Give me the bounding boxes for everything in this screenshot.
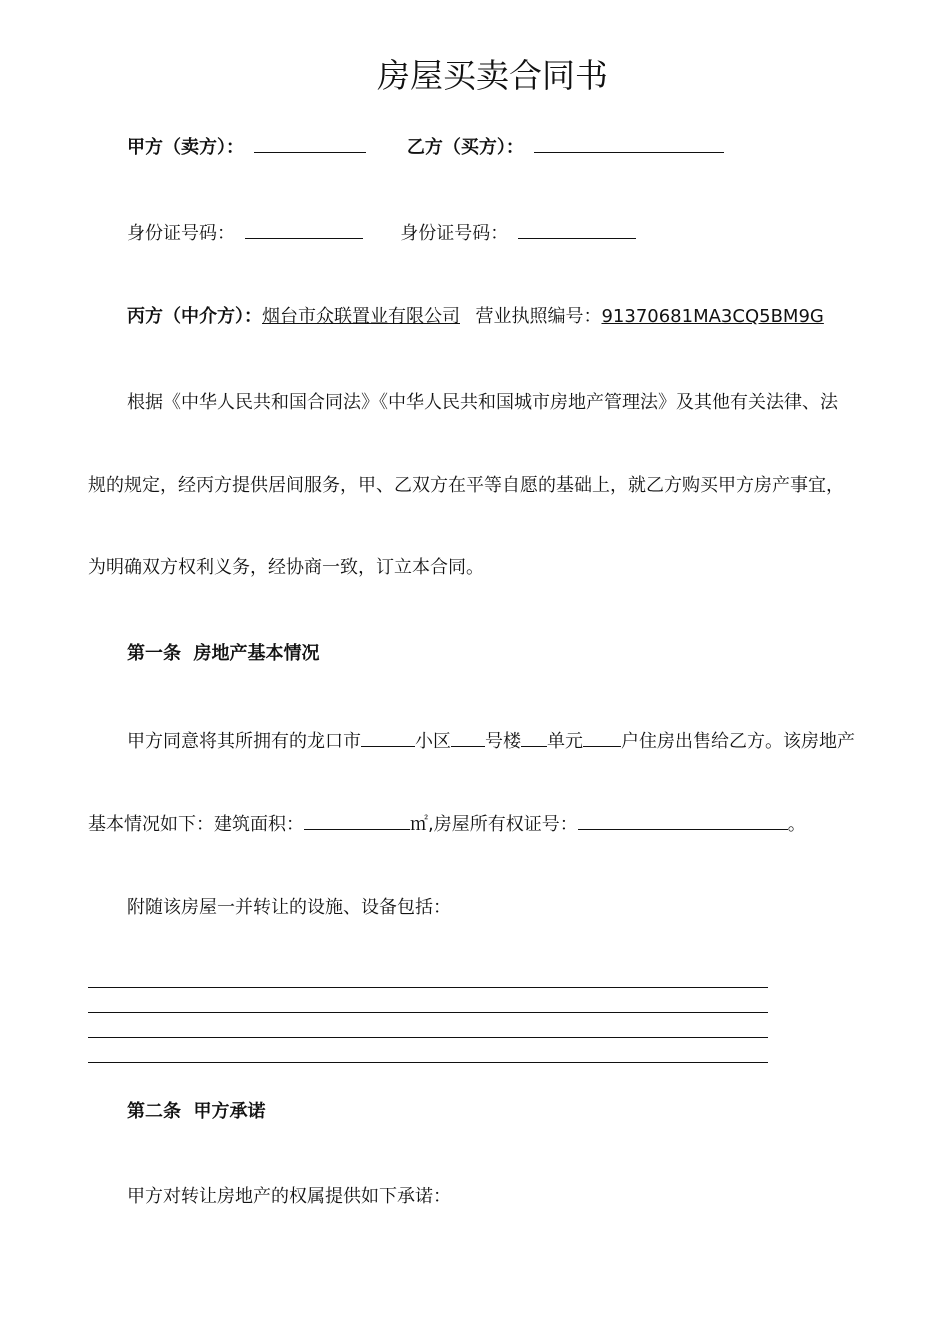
text-segment: 基本情况如下：建筑面积： — [88, 814, 304, 835]
seller-label: 甲方（卖方）： — [127, 137, 244, 158]
building-field[interactable] — [451, 728, 485, 747]
preamble-line-2: 规的规定，经丙方提供居间服务，甲、乙双方在平等自愿的基础上，就乙方购买甲方房产事宜， — [88, 475, 844, 496]
text-segment: ㎡,房屋所有权证号： — [410, 814, 578, 835]
room-field[interactable] — [583, 728, 621, 747]
seller-name-field[interactable] — [254, 134, 366, 153]
preamble-line-1: 根据《中华人民共和国合同法》《中华人民共和国城市房地产管理法》及其他有关法律、法 — [127, 392, 838, 413]
text-segment: 单元 — [547, 731, 583, 752]
buyer-id-label: 身份证号码： — [400, 223, 509, 244]
facilities-line-3[interactable] — [88, 1037, 768, 1038]
article-2-heading: 第二条 甲方承诺 — [127, 1101, 266, 1122]
text-segment: 甲方同意将其所拥有的龙口市 — [127, 731, 361, 752]
facilities-label: 附随该房屋一并转让的设施、设备包括： — [127, 897, 451, 918]
certificate-number-field[interactable] — [578, 811, 788, 830]
license-label: 营业执照编号： — [475, 306, 602, 327]
article-2-paragraph-1: 甲方对转让房地产的权属提供如下承诺： — [127, 1186, 451, 1207]
document-title: 房屋买卖合同书 — [377, 56, 608, 95]
id-number-row — [127, 220, 636, 246]
buyer-label: 乙方（买方）： — [406, 137, 524, 158]
facilities-line-2[interactable] — [88, 1012, 768, 1013]
text-segment: 户住房出售给乙方。该房地产 — [621, 731, 855, 752]
unit-field[interactable] — [521, 728, 547, 747]
text-segment: 小区 — [415, 731, 451, 752]
article-1-heading: 第一条 房地产基本情况 — [127, 643, 320, 664]
agent-row — [127, 305, 834, 329]
agent-label: 丙方（中介方）： — [127, 306, 262, 327]
article-1-paragraph-2 — [88, 811, 806, 837]
facilities-line-1[interactable] — [88, 987, 768, 988]
text-segment: 。 — [787, 814, 806, 835]
article-1-paragraph-1 — [127, 728, 855, 754]
area-field[interactable] — [304, 811, 410, 830]
facilities-line-4[interactable] — [88, 1062, 768, 1063]
community-field[interactable] — [361, 728, 415, 747]
buyer-id-field[interactable] — [518, 220, 636, 239]
seller-id-field[interactable] — [245, 220, 363, 239]
agent-name: 烟台市众联置业有限公司 — [262, 306, 460, 327]
seller-id-label: 身份证号码： — [127, 223, 235, 244]
text-segment: 号楼 — [485, 731, 521, 752]
preamble-line-3: 为明确双方权利义务，经协商一致，订立本合同。 — [88, 557, 484, 578]
seller-buyer-row — [127, 134, 724, 160]
license-number: 91370681MA3CQ5BM9G — [601, 306, 824, 327]
buyer-name-field[interactable] — [534, 134, 724, 153]
